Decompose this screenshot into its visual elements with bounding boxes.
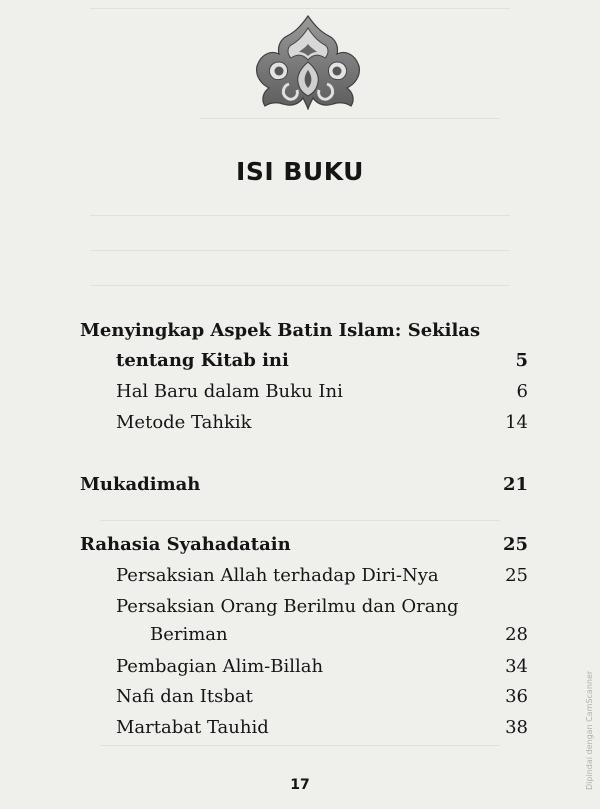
toc-entry-page: 21 [502, 474, 528, 495]
toc-entry [80, 470, 528, 500]
toc-entry-page: 5 [515, 350, 528, 371]
toc-entry [80, 682, 528, 712]
bleed-through-line [100, 520, 500, 521]
toc-entry-page: 25 [502, 534, 528, 555]
toc-entry-title: Martabat Tauhid [116, 717, 269, 738]
toc-entry-title: Pembagian Alim-Billah [116, 656, 324, 677]
toc-entry [80, 561, 528, 591]
toc-entry-title: Nafi dan Itsbat [116, 686, 253, 707]
bleed-through-line [90, 8, 510, 9]
toc-entry-page: 36 [505, 686, 528, 707]
toc-entry-page: 28 [505, 624, 528, 645]
toc-entry-title: Beriman [150, 624, 228, 645]
floral-ornament-icon [255, 14, 361, 110]
bleed-through-line [90, 285, 510, 286]
toc-entry [80, 652, 528, 682]
toc-entry [80, 377, 528, 407]
page-title: ISI BUKU [236, 157, 364, 186]
toc-entry-title: Persaksian Orang Berilmu dan Orang [116, 596, 459, 617]
bleed-through-line [100, 745, 500, 746]
toc-entry-title: Metode Tahkik [116, 412, 252, 433]
toc-entry [80, 316, 528, 346]
scanner-watermark [578, 640, 592, 805]
toc-entry-page: 14 [505, 412, 528, 433]
toc-entry [80, 408, 528, 438]
toc-entry [80, 530, 528, 560]
toc-entry-title: Hal Baru dalam Buku Ini [116, 381, 343, 402]
scanner-watermark-text: Dipindai dengan CamScanner [585, 670, 594, 790]
toc-entry-page: 34 [505, 656, 528, 677]
toc-entry [80, 346, 528, 376]
toc-entry-title: tentang Kitab ini [116, 350, 289, 371]
toc-entry [80, 713, 528, 743]
bleed-through-line [200, 118, 500, 119]
toc-entry-page: 6 [516, 381, 528, 402]
bleed-through-line [90, 215, 510, 216]
toc-entry-title: Menyingkap Aspek Batin Islam: Sekilas [80, 320, 481, 341]
page-number: 17 [290, 777, 310, 793]
toc-entry-title: Mukadimah [80, 474, 201, 495]
toc-entry-title: Rahasia Syahadatain [80, 534, 291, 555]
toc-entry-page: 38 [505, 717, 528, 738]
toc-entry [80, 620, 528, 650]
bleed-through-line [90, 250, 510, 251]
toc-entry-title: Persaksian Allah terhadap Diri-Nya [116, 565, 439, 586]
toc-entry-page: 25 [505, 565, 528, 586]
toc-entry [80, 592, 528, 622]
